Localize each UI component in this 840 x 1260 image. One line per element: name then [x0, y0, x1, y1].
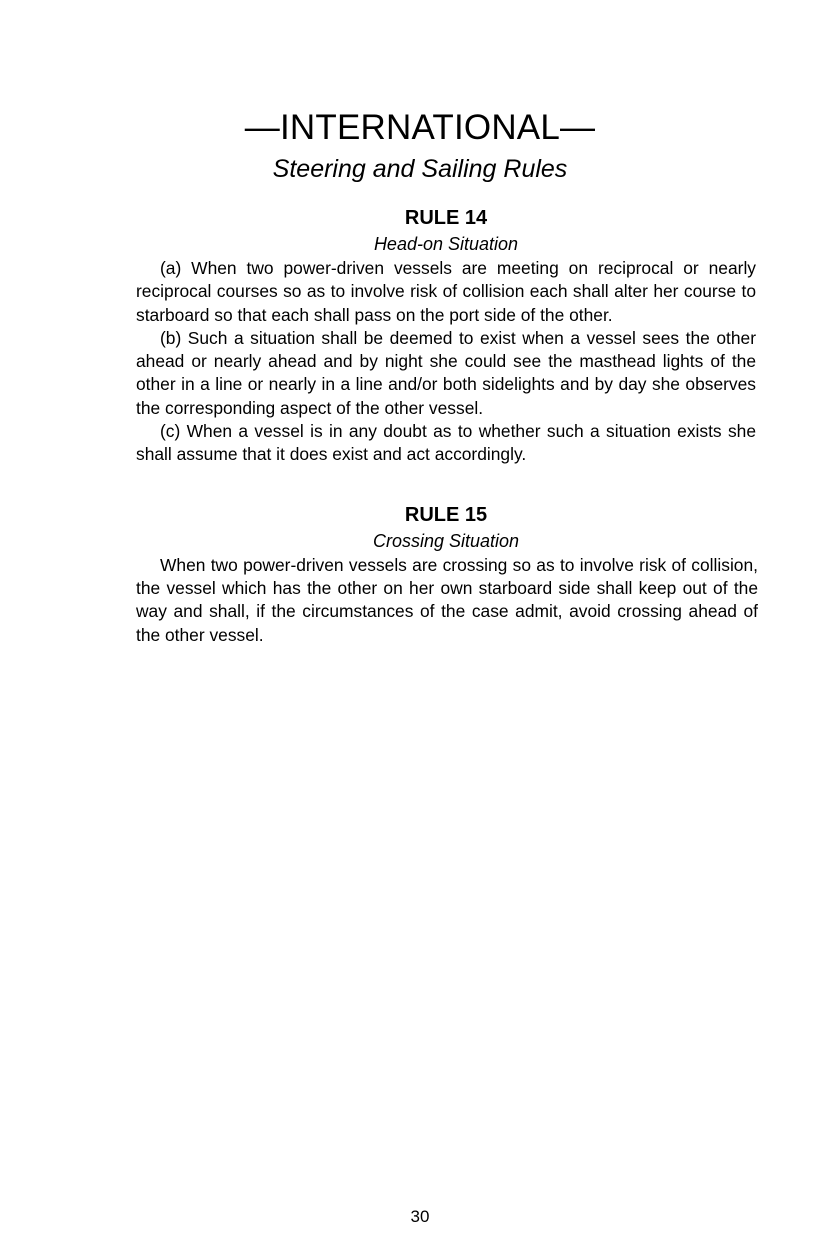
- rule-14-paragraph-a: (a) When two power-driven vessels are meeting on reciprocal or nearly reciprocal courses so as to involve risk of collision each shall alter her course to starboard so that each shall pass on the port side of the other.: [136, 258, 756, 325]
- rule-14-paragraph-b: (b) Such a situation shall be deemed to exist when a vessel sees the other ahead or nearly ahead and by night she could see the masthead lights of the other in a line or nearly in a line and/or both sidelights and by day she observes the corresponding aspect of the other vessel.: [136, 327, 756, 418]
- masthead: [0, 108, 840, 184]
- document-subtitle: Steering and Sailing Rules: [272, 155, 568, 183]
- rule-section-14: [136, 206, 756, 467]
- rule-14-number: RULE 14: [404, 207, 488, 229]
- rule-15-number: RULE 15: [404, 503, 488, 526]
- page-number: 30: [410, 1207, 430, 1226]
- page-footer: [0, 1206, 840, 1228]
- rule-14-paragraph-c: (c) When a vessel is in any doubt as to whether such a situation exists she shall assume that it does exist and act accordingly.: [136, 421, 756, 465]
- document-body: [136, 206, 756, 647]
- rule-15-paragraph: When two power-driven vessels are crossing so as to involve risk of collision, the vessel which has the other on her own starboard side shall keep out of the way and shall, if the circumstances of the case admit, avoid crossing ahead of the other vessel.: [136, 554, 758, 645]
- rule-14-name: Head-on Situation: [373, 234, 519, 254]
- document-title: —INTERNATIONAL—: [244, 108, 596, 147]
- rule-15-name: Crossing Situation: [372, 530, 520, 551]
- rule-section-15: [136, 503, 756, 647]
